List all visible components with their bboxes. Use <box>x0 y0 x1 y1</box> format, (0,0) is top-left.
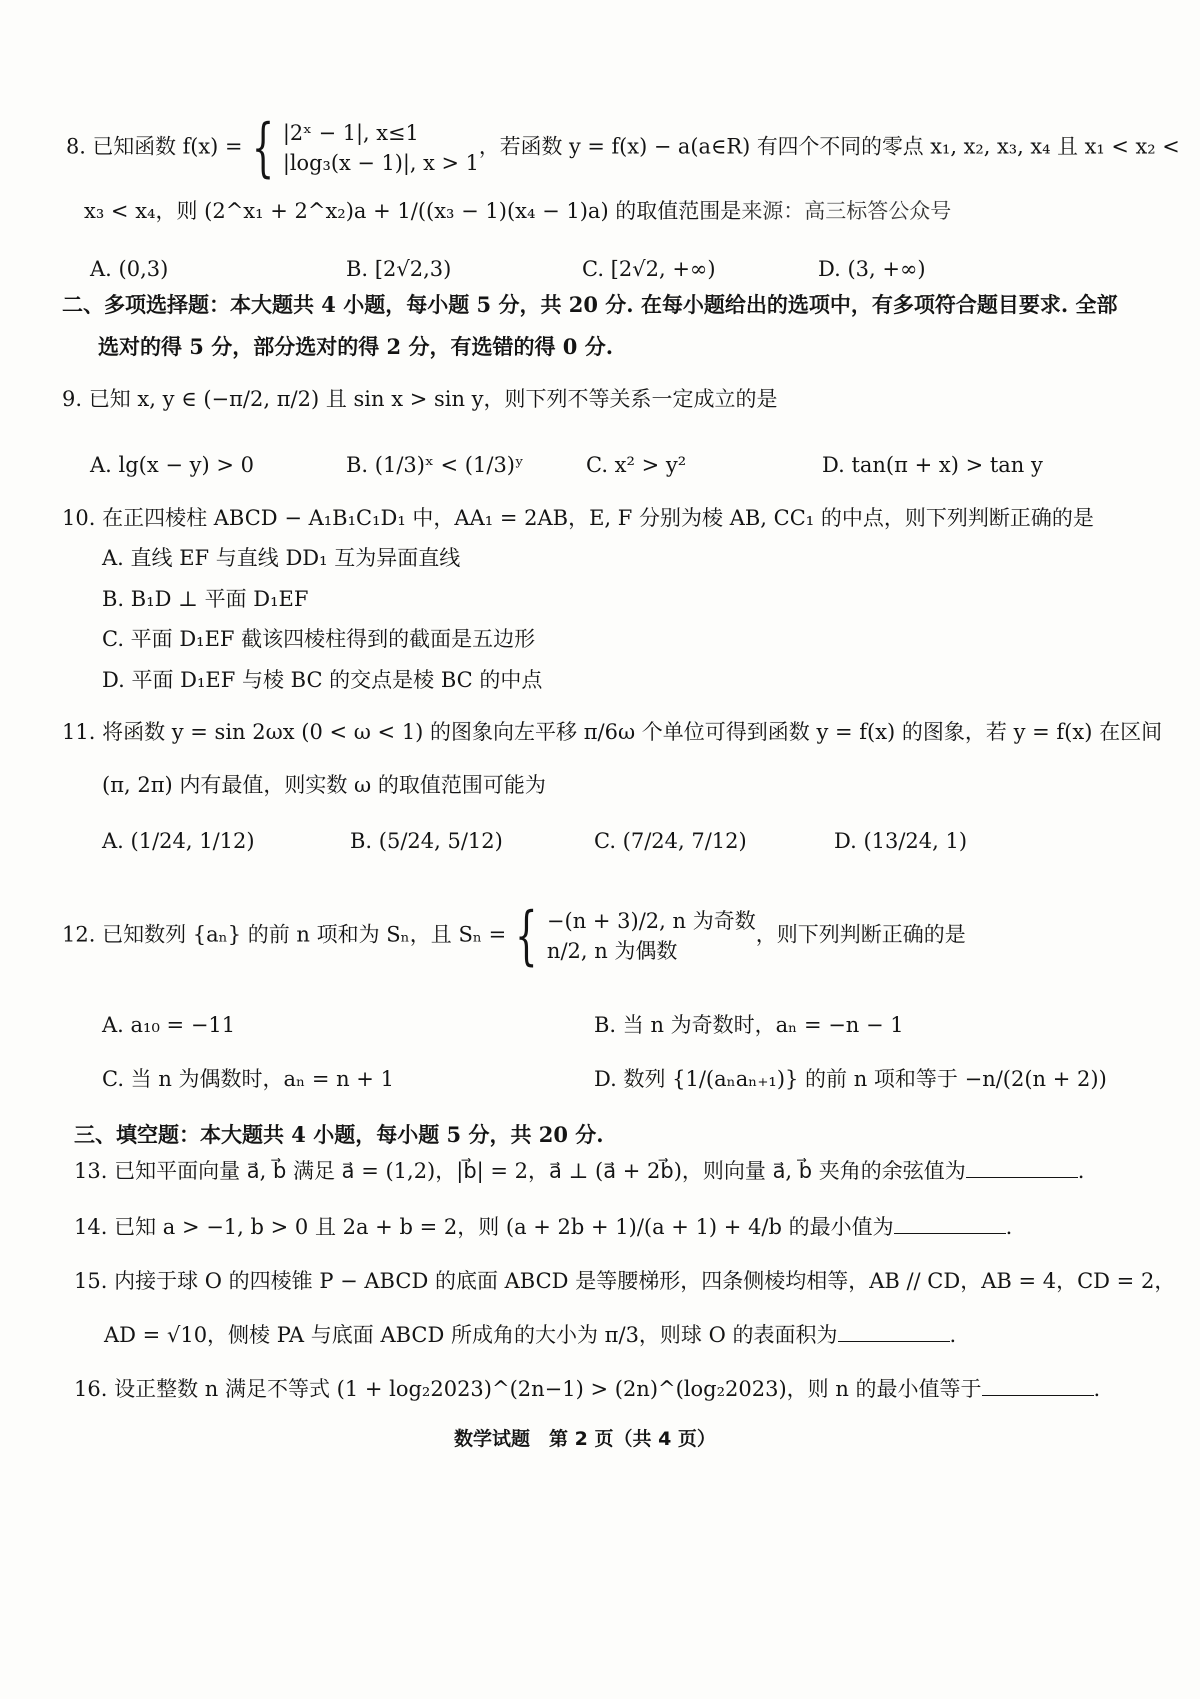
q11-option-a: A. (1/24, 1/12) <box>102 829 255 853</box>
q13-answer-blank <box>966 1157 1078 1178</box>
q16-text: 16. 设正整数 n 满足不等式 (1 + log₂2023)^(2n−1) > (2n)^(log₂2023)，则 n 的最小值等于 <box>74 1377 982 1401</box>
section3-heading: 三、填空题：本大题共 4 小题，每小题 5 分，共 20 分. <box>74 1122 604 1147</box>
q8-line2-text: x₃ < x₄，则 (2^x₁ + 2^x₂)a + 1/((x₃ − 1)(x₄ − 1)a) 的取值范围是 <box>84 199 742 223</box>
q11-line2: (π, 2π) 内有最值，则实数 ω 的取值范围可能为 <box>102 773 546 797</box>
q9-option-c: C. x² > y² <box>586 453 687 477</box>
q16-line <box>74 1374 1100 1404</box>
q13-line <box>74 1156 1084 1186</box>
q11-option-b: B. (5/24, 5/12) <box>350 829 503 853</box>
q8-case2: |log₃(x − 1)|, x > 1 <box>282 151 479 175</box>
q9-option-b: B. (1/3)ˣ < (1/3)ʸ <box>346 453 524 477</box>
q8-line1 <box>66 111 1180 185</box>
q12-case2: n/2, n 为偶数 <box>546 939 678 963</box>
q12-option-d: D. 数列 {1/(aₙaₙ₊₁)} 的前 n 项和等于 −n/(2(n + 2)) <box>594 1067 1107 1091</box>
q10-option-d: D. 平面 D₁EF 与棱 BC 的交点是棱 BC 的中点 <box>102 668 543 692</box>
q14-end-mark: . <box>1005 1215 1013 1239</box>
section2-heading-line2: 选对的得 5 分，部分选对的得 2 分，有选错的得 0 分. <box>98 334 614 359</box>
q10-option-b: B. B₁D ⊥ 平面 D₁EF <box>102 587 309 611</box>
q14-line <box>74 1212 1012 1242</box>
q8-case1: |2ˣ − 1|, x≤1 <box>282 121 419 145</box>
q11-line1: 11. 将函数 y = sin 2ωx (0 < ω < 1) 的图象向左平移 π/6ω 个单位可得到函数 y = f(x) 的图象，若 y = f(x) 在区间 <box>62 720 1163 744</box>
q14-answer-blank <box>894 1213 1006 1234</box>
q12-option-b: B. 当 n 为奇数时，aₙ = −n − 1 <box>594 1013 904 1037</box>
q12-brace: { <box>515 899 538 973</box>
q12-line1 <box>62 899 966 973</box>
q10-stem: 10. 在正四棱柱 ABCD − A₁B₁C₁D₁ 中，AA₁ = 2AB，E, F 分别为棱 AB, CC₁ 的中点，则下列判断正确的是 <box>62 506 1094 530</box>
q10-option-a: A. 直线 EF 与直线 DD₁ 互为异面直线 <box>102 546 461 570</box>
q9-option-a: A. lg(x − y) > 0 <box>90 453 255 477</box>
q8-line2 <box>84 196 951 226</box>
q8-part1: 8. 已知函数 f(x) = <box>66 134 243 159</box>
q10-option-c: C. 平面 D₁EF 截该四棱柱得到的截面是五边形 <box>102 627 536 651</box>
q8-option-d: D. (3, +∞) <box>818 257 926 281</box>
q8-cases <box>283 118 479 178</box>
q15-line2 <box>104 1320 956 1350</box>
q13-text: 13. 已知平面向量 a⃗, b⃗ 满足 a⃗ = (1,2)，|b⃗| = 2，a⃗ ⊥ (a⃗ + 2b⃗)，则向量 a⃗, b⃗ 夹角的余弦值为 <box>74 1159 966 1183</box>
q12-case1: −(n + 3)/2, n 为奇数 <box>546 909 756 933</box>
q11-option-c: C. (7/24, 7/12) <box>594 829 747 853</box>
q14-text: 14. 已知 a > −1, b > 0 且 2a + b = 2，则 (a + 2b + 1)/(a + 1) + 4/b 的最小值为 <box>74 1215 894 1239</box>
q8-brace: { <box>251 111 274 185</box>
q13-end-mark: . <box>1077 1159 1085 1183</box>
q15-end-mark: . <box>949 1323 957 1347</box>
q11-option-d: D. (13/24, 1) <box>834 829 968 853</box>
q8-option-b: B. [2√2,3) <box>346 257 452 281</box>
q9-option-d: D. tan(π + x) > tan y <box>822 453 1043 477</box>
q9-stem: 9. 已知 x, y ∈ (−π/2, π/2) 且 sin x > sin y，则下列不等关系一定成立的是 <box>62 387 778 411</box>
q15-line2-text: AD = √10，侧棱 PA 与底面 ABCD 所成角的大小为 π/3，则球 O 的表面积为 <box>104 1323 838 1347</box>
section2-heading: 二、多项选择题：本大题共 4 小题，每小题 5 分，共 20 分. 在每小题给出的选项中，有多项符合题目要求. 全部 <box>62 292 1118 317</box>
q12-option-c: C. 当 n 为偶数时，aₙ = n + 1 <box>102 1067 394 1091</box>
q8-option-c: C. [2√2, +∞) <box>582 257 716 281</box>
q15-answer-blank <box>838 1321 950 1342</box>
q12-cases <box>547 906 756 966</box>
q16-end-mark: . <box>1093 1377 1101 1401</box>
q12-part2: ，则下列判断正确的是 <box>755 922 966 947</box>
q8-part2: ，若函数 y = f(x) − a(a∈R) 有四个不同的零点 x₁, x₂, x₃, x₄ 且 x₁ < x₂ < <box>478 134 1180 159</box>
q12-part1: 12. 已知数列 {aₙ} 的前 n 项和为 Sₙ，且 Sₙ = <box>62 922 507 947</box>
q15-line1: 15. 内接于球 O 的四棱锥 P − ABCD 的底面 ABCD 是等腰梯形，四条侧棱均相等，AB // CD，AB = 4，CD = 2， <box>74 1269 1176 1293</box>
q8-option-a: A. (0,3) <box>90 257 169 281</box>
page-footer: 数学试题 第 2 页（共 4 页） <box>454 1428 716 1450</box>
source-note: 来源：高三标答公众号 <box>741 199 952 223</box>
q16-answer-blank <box>982 1375 1094 1396</box>
q12-option-a: A. a₁₀ = −11 <box>102 1013 236 1037</box>
